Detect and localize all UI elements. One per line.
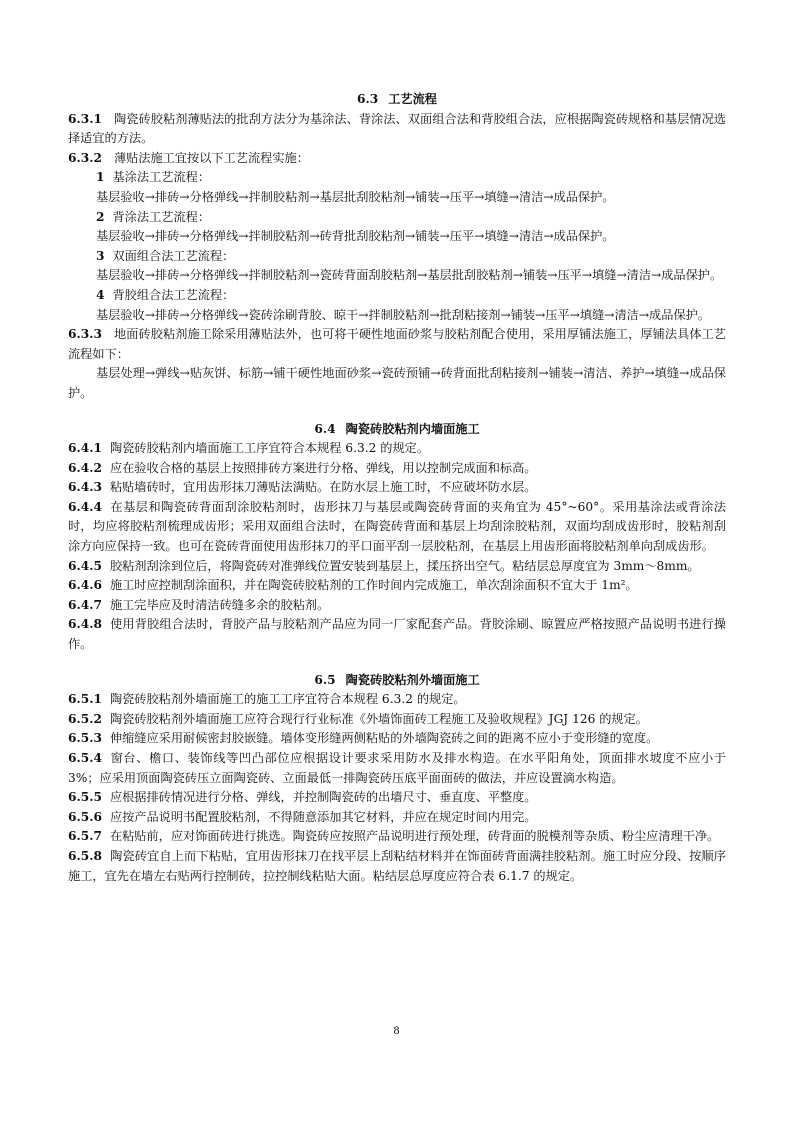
section-number: 6.5 [314,672,336,687]
clause-number: 6.5.1 [68,692,102,707]
section-number: 6.4 [314,421,336,436]
sub-item-4 [68,286,726,306]
clause-6-4-5 [68,557,726,577]
clause-number: 6.5.5 [68,790,102,805]
sub-item-1 [68,168,726,188]
page-number: 8 [393,1023,400,1037]
process-flow-3: 基层验收→排砖→分格弹线→拌制胶粘剂→瓷砖背面刮胶粘剂→基层批刮胶粘剂→铺装→压平→填缝→清洁→成品保护。 [96,268,723,283]
clause-number: 6.4.5 [68,558,102,573]
section-heading-6-5 [68,671,726,691]
clause-number: 6.5.3 [68,731,102,746]
clause-text: 陶瓷砖胶粘剂外墙面施工的施工工序宜符合本规程 6.3.2 的规定。 [109,692,466,707]
clause-number: 6.5.6 [68,809,102,824]
clause-6-4-4 [68,498,726,557]
clause-6-4-8 [68,615,726,654]
clause-number: 6.4.2 [68,460,102,475]
sub-item-label: 背胶组合法工艺流程： [112,287,235,302]
sub-item-number: 2 [96,209,105,224]
clause-6-3-2 [68,149,726,169]
section-title: 陶瓷砖胶粘剂外墙面施工 [345,672,480,687]
section-heading-6-4 [68,420,726,440]
clause-text: 应在验收合格的基层上按照排砖方案进行分格、弹线，用以控制完成面和标高。 [109,460,537,475]
clause-text: 陶瓷砖胶粘剂薄贴法的批刮方法分为基涂法、背涂法、双面组合法和背胶组合法，应根据陶瓷砖规格和基层情况选择适宜的方法。 [68,111,726,146]
sub-item-label: 双面组合法工艺流程： [112,248,235,263]
sub-item-number: 4 [96,287,105,302]
clause-text: 施工完毕应及时清洁砖缝多余的胶粘剂。 [109,597,330,612]
section-number: 6.3 [357,92,379,106]
clause-6-4-3 [68,478,726,498]
clause-6-4-2 [68,459,726,479]
clause-number: 6.4.6 [68,578,102,593]
clause-text: 应按产品说明书配置胶粘剂，不得随意添加其它材料，并应在规定时间内用完。 [109,809,537,824]
clause-number: 6.5.4 [68,751,102,765]
section-gap [68,655,726,671]
clause-text: 薄贴法施工宜按以下工艺流程实施： [113,150,309,165]
clause-number: 6.3.2 [68,150,102,165]
section-title: 工艺流程 [388,92,437,106]
sub-item-label: 基涂法工艺流程： [112,170,210,185]
clause-number: 6.4.3 [68,480,102,495]
clause-text: 使用背胶组合法时，背胶产品与胶粘剂产品应为同一厂家配套产品。背胶涂刷、晾置应严格按照产品说明书进行操作。 [68,617,726,652]
clause-number: 6.4.4 [68,499,102,514]
clause-number: 6.4.7 [68,597,102,612]
clause-6-5-6 [68,808,726,828]
section-gap [68,404,726,420]
clause-number: 6.3.3 [68,327,102,342]
clause-text: 应根据排砖情况进行分格、弹线，并控制陶瓷砖的出墙尺寸、垂直度、平整度。 [109,790,537,805]
clause-number: 6.5.8 [68,848,102,863]
clause-number: 6.4.1 [68,441,102,456]
clause-text: 在基层和陶瓷砖背面刮涂胶粘剂时，齿形抹刀与基层或陶瓷砖背面的夹角宜为 45°~60°。采用基涂法或背涂法时，均应将胶粘剂梳理成齿形；采用双面组合法时，在陶瓷砖背面和基层上均刮涂胶粘剂，双面均刮成齿形时，胶粘剂刮涂方向应保持一致。也可在瓷砖背面使用齿形抹刀的平口面平刮一层胶粘剂，在基层上用齿形面将胶粘剂单向刮成齿形。 [68,499,726,554]
sub-item-number: 1 [96,170,105,185]
sub-item-2 [68,208,726,228]
clause-text: 地面砖胶粘剂施工除采用薄贴法外，也可将干硬性地面砂浆与胶粘剂配合使用，采用厚铺法施工，厚铺法具体工艺流程如下： [68,327,726,361]
clause-text: 胶粘剂刮涂到位后，将陶瓷砖对准弹线位置安装到基层上，揉压挤出空气。粘结层总厚度宜为 3mm～8mm。 [109,558,700,573]
clause-6-5-7 [68,827,726,847]
sub-item-number: 3 [96,248,105,263]
process-flow-2: 基层验收→排砖→分格弹线→拌制胶粘剂→砖背批刮胶粘剂→铺装→压平→填缝→清洁→成品保护。 [96,229,615,244]
process-flow-thick-bed: 基层处理→弹线→贴灰饼、标筋→铺干硬性地面砂浆→瓷砖预铺→砖背面批刮粘接剂→铺装→清洁、养护→填缝→成品保护。 [68,366,726,400]
process-flow-4: 基层验收→排砖→分格弹线→瓷砖涂刷背胶、晾干→拌制胶粘剂→批刮粘接剂→铺装→压平→填缝→清洁→成品保护。 [96,307,710,322]
clause-number: 6.3.1 [68,111,102,126]
section-title: 陶瓷砖胶粘剂内墙面施工 [345,421,480,436]
clause-6-5-5 [68,788,726,808]
clause-6-3-1 [68,110,726,149]
clause-number: 6.5.2 [68,711,102,726]
clause-6-4-6 [68,576,726,596]
clause-text: 施工时应控制刮涂面积，并在陶瓷砖胶粘剂的工作时间内完成施工，单次刮涂面积不宜大于 1m²。 [109,578,638,593]
clause-text: 窗台、檐口、装饰线等凹凸部位应根据设计要求采用防水及排水构造。在水平阳角处，顶面排水坡度不应小于 3%；应采用顶面陶瓷砖压立面陶瓷砖、立面最低一排陶瓷砖压底平面面砖的做法，并应设置滴水构造。 [68,751,726,785]
clause-6-3-3 [68,325,726,364]
clause-text: 在粘贴前，应对饰面砖进行挑选。陶瓷砖应按照产品说明进行预处理，砖背面的脱模剂等杂质、粉尘应清理干净。 [109,829,720,844]
sub-item-label: 背涂法工艺流程： [112,209,210,224]
clause-6-5-8 [68,847,726,886]
clause-text: 陶瓷砖胶粘剂外墙面施工应符合现行行业标准《外墙饰面砖工程施工及验收规程》JGJ 126 的规定。 [109,711,648,726]
clause-text: 伸缩缝应采用耐候密封胶嵌缝。墙体变形缝两侧粘贴的外墙陶瓷砖之间的距离不应小于变形缝的宽度。 [109,731,659,746]
clause-6-5-2 [68,710,726,730]
clause-6-5-1 [68,690,726,710]
clause-number: 6.4.8 [68,617,102,632]
sub-item-3 [68,247,726,267]
clause-6-4-7 [68,596,726,616]
process-flow-1: 基层验收→排砖→分格弹线→拌制胶粘剂→基层批刮胶粘剂→铺装→压平→填缝→清洁→成品保护。 [96,189,615,204]
clause-6-5-3 [68,729,726,749]
clause-text: 陶瓷砖胶粘剂内墙面施工工序宜符合本规程 6.3.2 的规定。 [109,441,430,456]
document-page [68,90,726,886]
section-heading-6-3 [68,90,726,110]
clause-6-4-1 [68,439,726,459]
clause-number: 6.5.7 [68,829,102,844]
clause-6-5-4 [68,749,726,788]
clause-text: 粘贴墙砖时，宜用齿形抹刀薄贴法满贴。在防水层上施工时，不应破坏防水层。 [109,480,537,495]
clause-text: 陶瓷砖宜自上而下粘贴，宜用齿形抹刀在找平层上刮粘结材料并在饰面砖背面满挂胶粘剂。施工时应分段、按顺序施工，宜先在墙左右贴两行控制砖，拉控制线粘贴大面。粘结层总厚度应符合表 6.1.7 的规定。 [68,848,726,883]
